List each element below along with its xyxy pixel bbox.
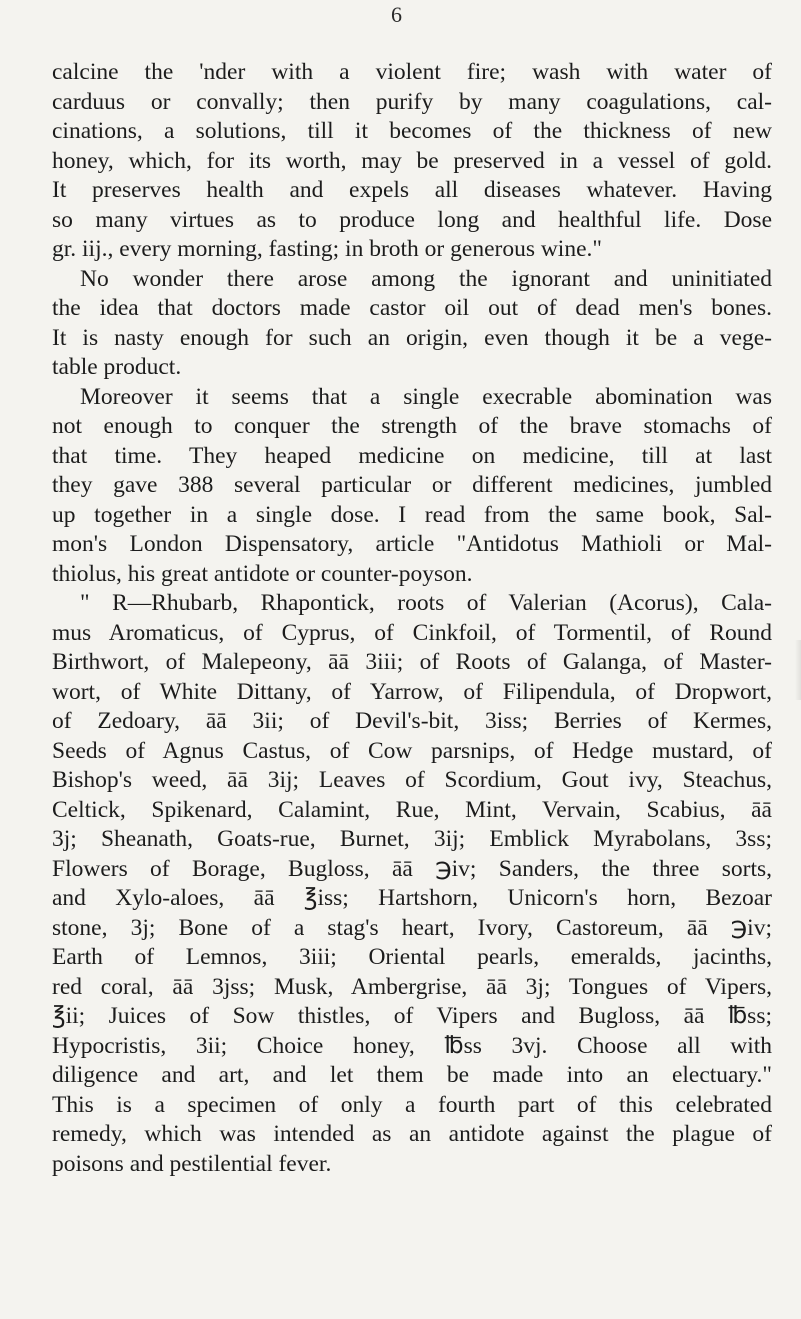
text-line: Seeds of Agnus Castus, of Cow parsnips, of Hedge mustard, of bbox=[52, 737, 772, 764]
page-number: 6 bbox=[391, 2, 402, 27]
text-line: Hypocristis, 3ii; Choice honey, ℔ss 3vj. Choose all with bbox=[52, 1032, 772, 1059]
text-line: It preserves health and expels all diseases whatever. Having bbox=[52, 177, 772, 203]
text-line: of Zedoary, āā 3ii; of Devil's-bit, 3iss; Berries of Kermes, bbox=[52, 708, 772, 734]
text-line: No wonder there arose among the ignorant and uninitiated bbox=[80, 265, 772, 292]
text-line: cinations, a solutions, till it becomes of the thickness of new bbox=[52, 118, 772, 144]
text-line: 3j; Sheanath, Goats-rue, Burnet, 3ij; Emblick Myrabolans, 3ss; bbox=[52, 826, 772, 852]
text-line: diligence and art, and let them be made into an electuary." bbox=[52, 1062, 772, 1088]
text-line: It is nasty enough for such an origin, even though it be a vege- bbox=[52, 324, 772, 351]
text-line: carduus or convally; then purify by many coagulations, cal- bbox=[52, 88, 772, 115]
text-line: ℥ii; Juices of Sow thistles, of Vipers and Bugloss, āā ℔ss; bbox=[52, 1003, 772, 1029]
text-line: mon's London Dispensatory, article "Antidotus Mathioli or Mal- bbox=[52, 531, 772, 557]
text-line: calcine the 'nder with a violent fire; wash with water of bbox=[52, 59, 772, 85]
text-line: thiolus, his great antidote or counter-poyson. bbox=[52, 560, 473, 587]
text-line: the idea that doctors made castor oil out of dead men's bones. bbox=[52, 295, 772, 321]
text-line: Moreover it seems that a single execrable abomination was bbox=[80, 383, 772, 410]
text-line: remedy, which was intended as an antidote against the plague of bbox=[52, 1121, 772, 1147]
text-line: not enough to conquer the strength of the brave stomachs of bbox=[52, 413, 772, 439]
text-line: stone, 3j; Bone of a stag's heart, Ivory, Castoreum, āā ℈iv; bbox=[52, 914, 772, 941]
text-line: poisons and pestilential fever. bbox=[52, 1150, 332, 1177]
text-line: Flowers of Borage, Bugloss, āā ℈iv; Sanders, the three sorts, bbox=[52, 855, 772, 882]
text-line: This is a specimen of only a fourth part of this celebrated bbox=[52, 1091, 772, 1118]
text-line: they gave 388 several particular or different medicines, jumbled bbox=[52, 472, 772, 498]
text-line: and Xylo-aloes, āā ℥iss; Hartshorn, Unicorn's horn, Bezoar bbox=[52, 885, 772, 911]
page-edge-shadow bbox=[795, 640, 801, 700]
text-line: table product. bbox=[52, 354, 182, 380]
text-line: that time. They heaped medicine on medicine, till at last bbox=[52, 442, 772, 469]
text-line: so many virtues as to produce long and healthful life. Dose bbox=[52, 206, 772, 233]
text-line: Earth of Lemnos, 3iii; Oriental pearls, emeralds, jacinths, bbox=[52, 944, 772, 970]
text-line: mus Aromaticus, of Cyprus, of Cinkfoil, of Tormentil, of Round bbox=[52, 619, 772, 646]
text-line: Bishop's weed, āā 3ij; Leaves of Scordium, Gout ivy, Steachus, bbox=[52, 767, 772, 793]
text-line: " R—Rhubarb, Rhapontick, roots of Valerian (Acorus), Cala- bbox=[80, 590, 772, 616]
text-line: honey, which, for its worth, may be preserved in a vessel of gold. bbox=[52, 147, 772, 174]
text-line: Celtick, Spikenard, Calamint, Rue, Mint, Vervain, Scabius, āā bbox=[52, 796, 772, 823]
text-line: wort, of White Dittany, of Yarrow, of Filipendula, of Dropwort, bbox=[52, 678, 772, 705]
text-line: red coral, āā 3jss; Musk, Ambergrise, āā 3j; Tongues of Vipers, bbox=[52, 973, 772, 1000]
text-line: up together in a single dose. I read from the same book, Sal- bbox=[52, 501, 772, 528]
body-text bbox=[52, 58, 800, 1179]
text-line: gr. iij., every morning, fasting; in broth or generous wine." bbox=[52, 236, 602, 262]
text-line: Birthwort, of Malepeony, āā 3iii; of Roots of Galanga, of Master- bbox=[52, 649, 772, 675]
